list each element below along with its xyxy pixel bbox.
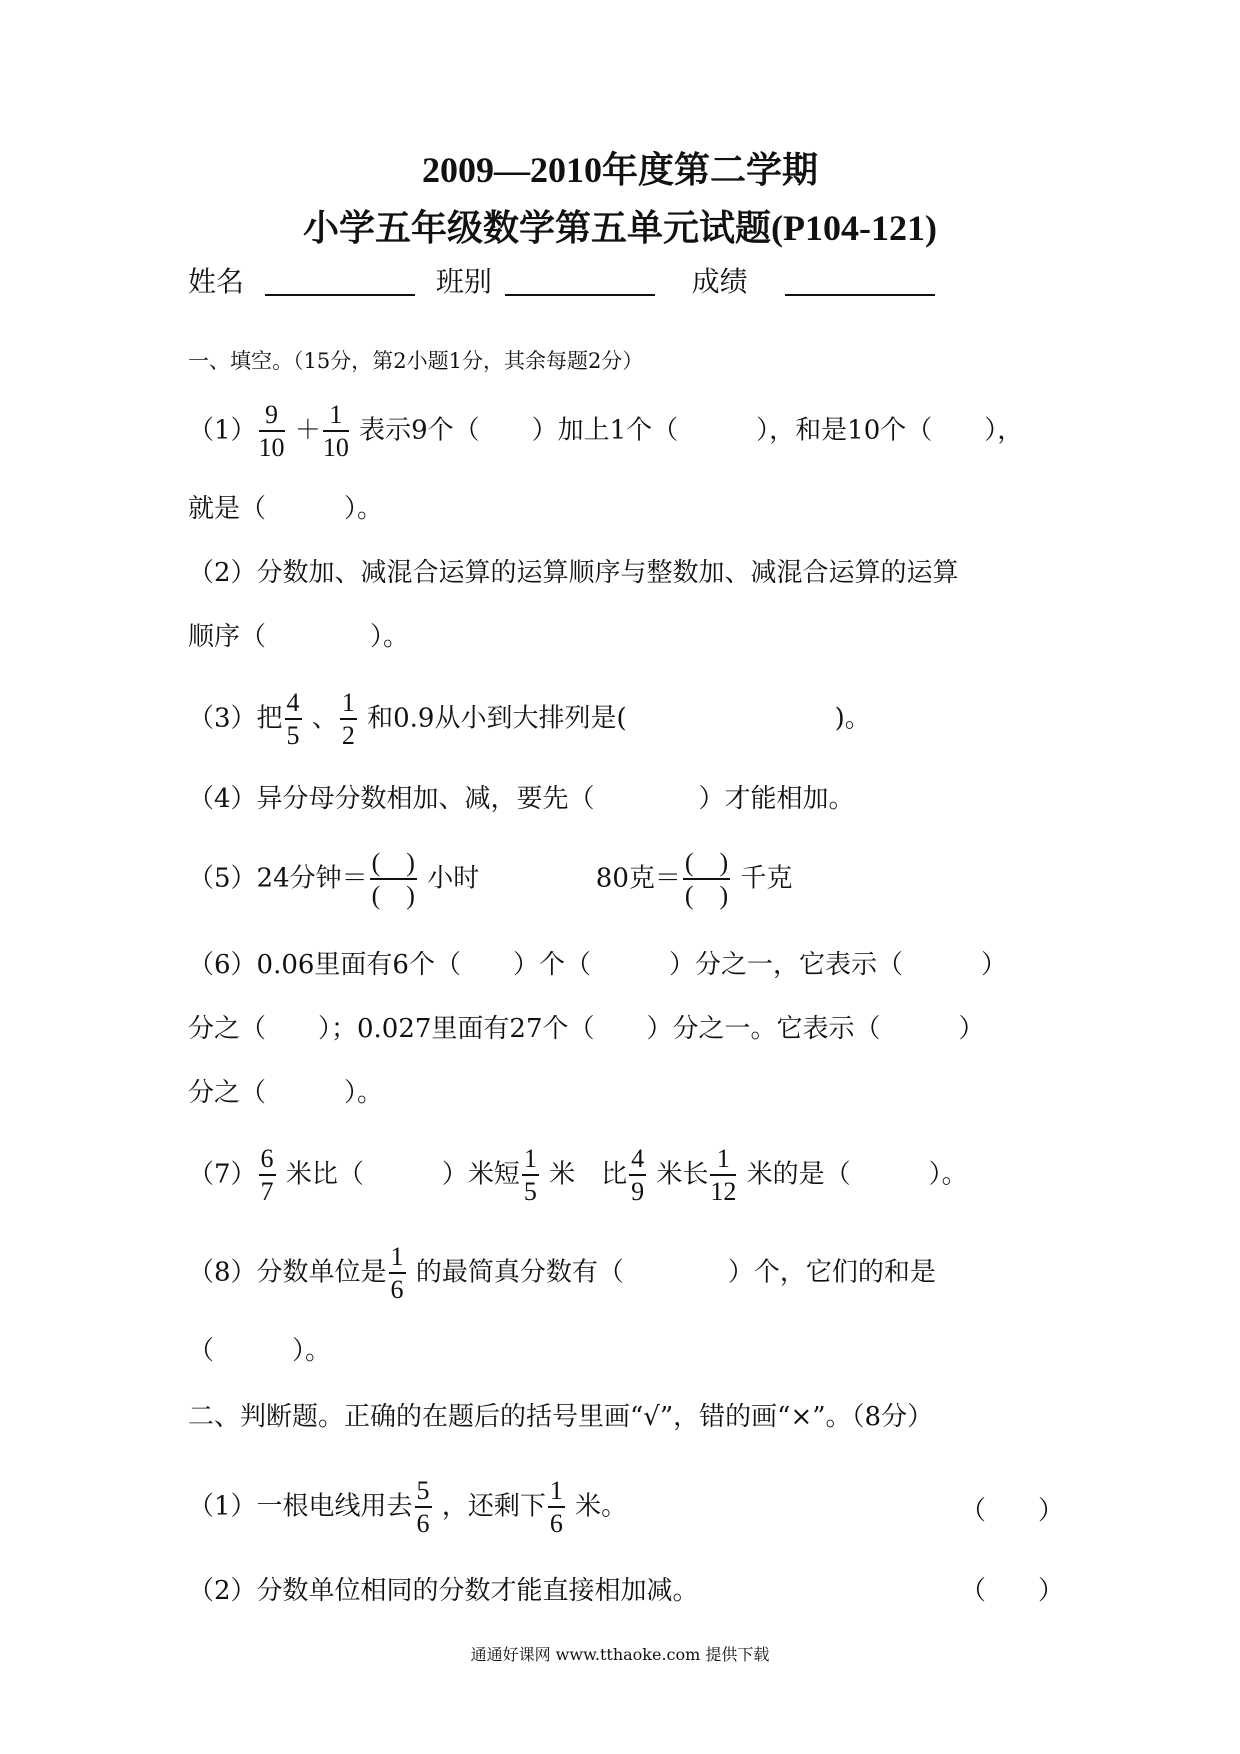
q3-text: 和0.9从小到大排列是( )。 xyxy=(367,703,871,734)
q7-text-b: 米 比 xyxy=(549,1159,628,1190)
q7-text-c: 米长 xyxy=(656,1159,709,1190)
section-2-heading: 二、判断题。正确的在题后的括号里画“√”，错的画“×”。（8分） xyxy=(188,1402,934,1432)
fraction-denominator: 7 xyxy=(260,1177,274,1206)
q5-prefix-b: 80克＝ xyxy=(595,863,681,894)
q1-prefix: （1） xyxy=(188,415,257,446)
fraction-denominator: 6 xyxy=(416,1509,430,1538)
fraction-numerator: 1 xyxy=(710,1146,736,1176)
fraction-numerator: 1 xyxy=(522,1146,539,1176)
fraction-denominator: 2 xyxy=(341,721,355,750)
q5-prefix: （5）24分钟＝ xyxy=(188,863,368,894)
plus-sign: ＋ xyxy=(294,415,321,446)
fraction-numerator: 1 xyxy=(340,690,357,720)
class-label: 班别 xyxy=(435,265,492,298)
blank-numerator[interactable]: ( ) xyxy=(683,850,730,880)
fraction xyxy=(548,1478,565,1537)
name-field[interactable] xyxy=(265,268,415,296)
q8-line-2: （ ）。 xyxy=(188,1336,332,1366)
blank-numerator[interactable]: ( ) xyxy=(370,850,417,880)
fraction xyxy=(340,690,357,749)
q8-line-1 xyxy=(188,1244,936,1303)
fraction-denominator: 10 xyxy=(258,433,285,462)
fraction-numerator: 4 xyxy=(285,690,302,720)
fraction-denominator: 6 xyxy=(549,1509,563,1538)
fraction-denominator: 9 xyxy=(631,1177,645,1206)
q6-line-2: 分之（ ）；0.027里面有27个（ ）分之一。它表示（ ） xyxy=(188,1014,985,1044)
score-field[interactable] xyxy=(785,268,935,296)
q7-prefix: （7） xyxy=(188,1159,257,1190)
fraction-denominator: 5 xyxy=(286,721,300,750)
fraction xyxy=(323,402,349,461)
fraction-numerator: 1 xyxy=(323,402,349,432)
q3-line xyxy=(188,690,871,749)
q5-line xyxy=(188,850,792,909)
fraction-numerator: 4 xyxy=(629,1146,646,1176)
unit-kilograms: 千克 xyxy=(740,863,793,894)
fraction xyxy=(285,690,302,749)
fraction xyxy=(629,1146,646,1205)
q2-line-2: 顺序（ ）。 xyxy=(188,622,410,652)
judge-q2-line: （2）分数单位相同的分数才能直接相加减。 xyxy=(188,1576,699,1606)
q7-text-d: 米的是（ ）。 xyxy=(746,1159,968,1190)
info-row xyxy=(188,265,935,298)
fraction-denominator: 10 xyxy=(322,433,349,462)
judge-q1-answer-box[interactable]: （ ） xyxy=(960,1496,1065,1526)
fraction-numerator: 9 xyxy=(259,402,285,432)
fraction-denominator: 6 xyxy=(390,1275,404,1304)
unit-hours: 小时 xyxy=(427,863,480,894)
judge-q1-text-b: 米。 xyxy=(575,1491,628,1522)
fraction-denominator: 5 xyxy=(523,1177,537,1206)
fraction-numerator: 6 xyxy=(259,1146,276,1176)
footer-text: 通通好课网 www.tthaoke.com 提供下载 xyxy=(470,1645,770,1664)
fraction-numerator: 1 xyxy=(389,1244,406,1274)
q6-line-3: 分之（ ）。 xyxy=(188,1078,384,1108)
title-line-2: 小学五年级数学第五单元试题(P104-121) xyxy=(303,208,937,248)
q7-text-a: 米比（ ）米短 xyxy=(285,1159,520,1190)
fraction xyxy=(522,1146,539,1205)
blank-denominator[interactable]: ( ) xyxy=(684,881,729,910)
judge-q1-prefix: （1）一根电线用去 xyxy=(188,1491,413,1522)
judge-q1-text-a: ，还剩下 xyxy=(441,1491,546,1522)
blank-denominator[interactable]: ( ) xyxy=(371,881,415,910)
q8-prefix: （8）分数单位是 xyxy=(188,1257,387,1288)
q3-prefix: （3）把 xyxy=(188,703,283,734)
blank-fraction xyxy=(370,850,417,909)
fraction-numerator: 1 xyxy=(548,1478,565,1508)
section-1-heading: 一、填空。（15分，第2小题1分，其余每题2分） xyxy=(188,349,644,373)
separator: 、 xyxy=(311,703,338,734)
q1-text: 表示9个（ ）加上1个（ ），和是10个（ ）， xyxy=(359,415,1024,446)
q7-line xyxy=(188,1146,968,1205)
q8-text: 的最简真分数有（ ）个，它们的和是 xyxy=(415,1257,936,1288)
name-label: 姓名 xyxy=(188,265,245,298)
fraction xyxy=(415,1478,432,1537)
q4-line: （4）异分母分数相加、减，要先（ ）才能相加。 xyxy=(188,784,855,814)
fraction xyxy=(259,402,285,461)
q2-line-1: （2）分数加、减混合运算的运算顺序与整数加、减混合运算的运算 xyxy=(188,558,959,588)
fraction xyxy=(389,1244,406,1303)
fraction-denominator: 12 xyxy=(710,1177,737,1206)
q6-line-1: （6）0.06里面有6个（ ）个（ ）分之一，它表示（ ） xyxy=(188,950,1007,980)
score-label: 成绩 xyxy=(691,265,748,298)
title-line-1: 2009—2010年度第二学期 xyxy=(421,150,818,190)
class-field[interactable] xyxy=(505,268,655,296)
fraction-numerator: 5 xyxy=(415,1478,432,1508)
fraction xyxy=(259,1146,276,1205)
q1-line-2: 就是（ ）。 xyxy=(188,494,384,524)
judge-q1-line xyxy=(188,1478,627,1537)
blank-fraction xyxy=(683,850,730,909)
q1-line-1 xyxy=(188,402,1023,461)
judge-q2-answer-box[interactable]: （ ） xyxy=(960,1576,1065,1606)
fraction xyxy=(710,1146,736,1205)
